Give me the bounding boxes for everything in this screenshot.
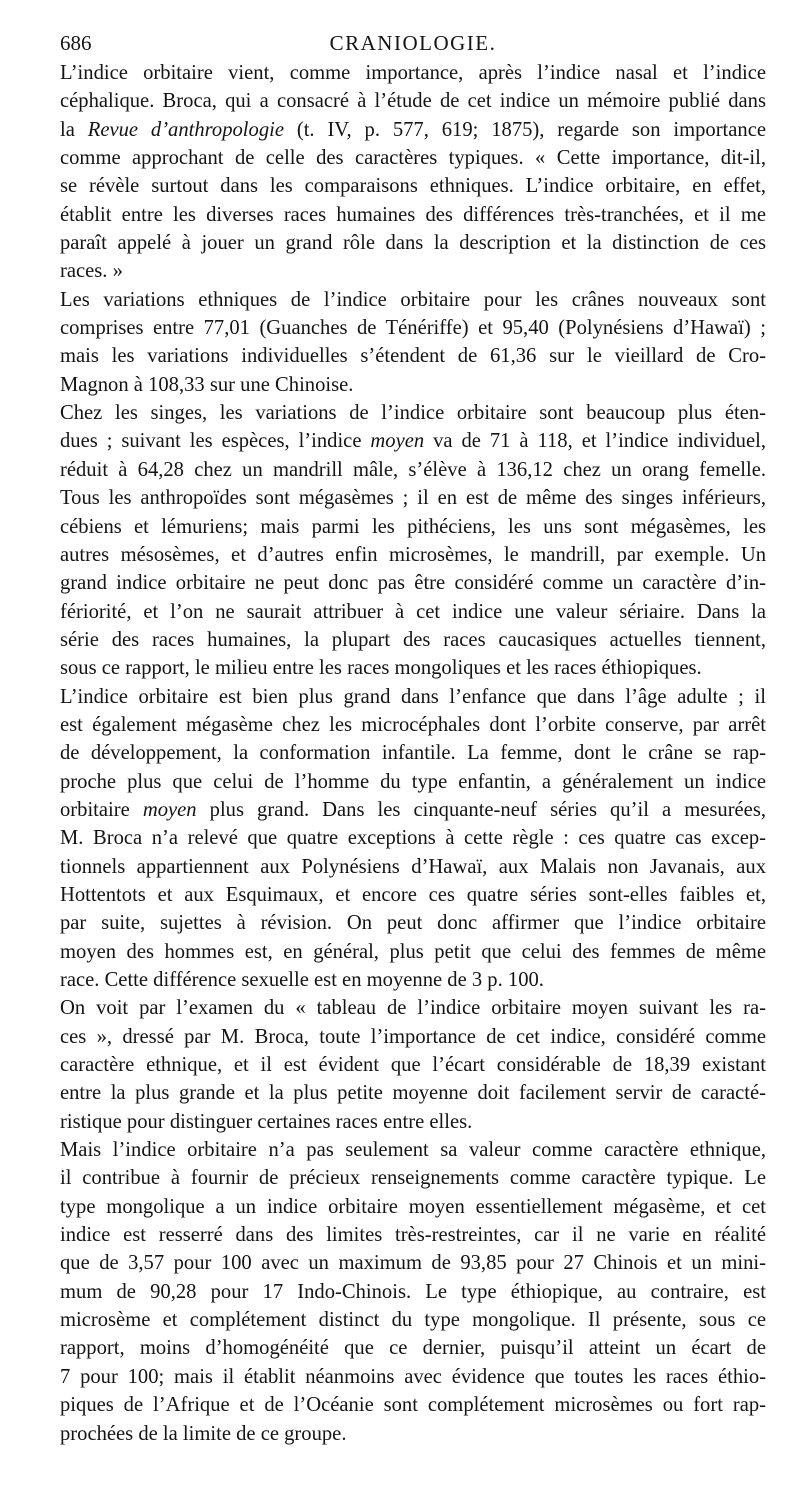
text-line: Mais l’indice orbitaire n’a pas seulement sa valeur comme caractère ethnique, <box>60 1139 766 1162</box>
text-line: Hottentots et aux Esquimaux, et encore ces quatre séries sont-elles faibles et, <box>60 883 766 906</box>
text-line: de développement, la conformation infantile. La femme, dont le crâne se rap- <box>60 742 766 765</box>
text-line: céphalique. Broca, qui a consacré à l’étude de cet indice un mémoire publié dans <box>60 90 766 113</box>
text-line: race. Cette différence sexuelle est en moyenne de 3 p. 100. <box>60 969 544 991</box>
text-line: Chez les singes, les variations de l’indice orbitaire sont beaucoup plus éten- <box>60 402 766 425</box>
paragraph <box>60 683 766 995</box>
text-line: type mongolique a un indice orbitaire moyen essentiellement mégasème, et cet <box>60 1195 766 1218</box>
paragraph <box>60 286 766 399</box>
text-line: M. Broca n’a relevé que quatre exceptions à cette règle : ces quatre cas excep- <box>60 827 766 850</box>
text-line: Magnon à 108,33 sur une Chinoise. <box>60 373 354 396</box>
running-head <box>60 28 766 58</box>
text-line: sous ce rapport, le milieu entre les races mongoliques et les races éthiopiques. <box>60 657 702 680</box>
text-line: rapport, moins d’homogénéité que ce dernier, puisqu’il atteint un écart de <box>60 1337 766 1360</box>
book-page <box>60 28 766 1448</box>
text-line: Tous les anthropoïdes sont mégasèmes ; il en est de même des singes inférieurs, <box>60 487 766 510</box>
text-line: dues ; suivant les espèces, l’indice moyen va de 71 à 118, et l’indice individuel, <box>60 430 766 453</box>
text-line: moyen des hommes est, en général, plus petit que celui des femmes de même <box>60 940 766 963</box>
text-line: cébiens et lémuriens; mais parmi les pithéciens, les uns sont mégasèmes, les <box>60 515 766 538</box>
paragraph <box>60 1136 766 1448</box>
text-line: établit entre les diverses races humaines des différences très-tranchées, et il me <box>60 203 766 226</box>
text-line: il contribue à fournir de précieux renseignements comme caractère typique. Le <box>60 1167 766 1190</box>
paragraph <box>60 994 766 1136</box>
text-line: fériorité, et l’on ne saurait attribuer à cet indice une valeur sériaire. Dans la <box>60 600 766 623</box>
text-line: mais les variations individuelles s’étendent de 61,36 sur le vieillard de Cro- <box>60 345 766 368</box>
page-number: 686 <box>60 31 92 55</box>
text-line: piques de l’Afrique et de l’Océanie sont complétement microsèmes ou fort rap- <box>60 1394 766 1417</box>
body-text <box>60 59 766 1448</box>
text-line: races. » <box>60 260 123 283</box>
text-line: entre la plus grande et la plus petite moyenne doit facilement servir de caracté- <box>60 1082 766 1105</box>
text-line: est également mégasème chez les microcéphales dont l’orbite conserve, par arrêt <box>60 713 766 736</box>
text-line: comme approchant de celle des caractères typiques. « Cette importance, dit-il, <box>60 147 766 170</box>
text-line: comprises entre 77,01 (Guanches de Ténériffe) et 95,40 (Polynésiens d’Hawaï) ; <box>60 317 766 340</box>
text-line: L’indice orbitaire est bien plus grand dans l’enfance que dans l’âge adulte ; il <box>60 685 766 708</box>
paragraph <box>60 399 766 682</box>
text-line: ces », dressé par M. Broca, toute l’importance de cet indice, considéré comme <box>60 1025 766 1048</box>
text-line: proche plus que celui de l’homme du type enfantin, a généralement un indice <box>60 770 766 793</box>
text-line: autres mésosèmes, et d’autres enfin microsèmes, le mandrill, par exemple. Un <box>60 543 766 566</box>
text-line: orbitaire moyen plus grand. Dans les cinquante-neuf séries qu’il a mesurées, <box>60 798 766 821</box>
text-line: microsème et complétement distinct du type mongolique. Il présente, sous ce <box>60 1309 766 1332</box>
text-line: L’indice orbitaire vient, comme importance, après l’indice nasal et l’indice <box>60 62 766 84</box>
text-line: prochées de la limite de ce groupe. <box>60 1422 347 1445</box>
text-line: que de 3,57 pour 100 avec un maximum de 93,85 pour 27 Chinois et un mini- <box>60 1252 766 1275</box>
running-title: CRANIOLOGIE. <box>329 31 497 55</box>
text-line: mum de 90,28 pour 17 Indo-Chinois. Le type éthiopique, au contraire, est <box>60 1280 766 1303</box>
text-line: ristique pour distinguer certaines races entre elles. <box>60 1110 473 1133</box>
text-line: réduit à 64,28 chez un mandrill mâle, s’élève à 136,12 chez un orang femelle. <box>60 458 766 481</box>
text-line: par suite, sujettes à révision. On peut donc affirmer que l’indice orbitaire <box>60 912 766 935</box>
paragraph <box>60 59 766 286</box>
text-line: paraît appelé à jouer un grand rôle dans la description et la distinction de ces <box>60 232 766 255</box>
text-line: série des races humaines, la plupart des races caucasiques actuelles tiennent, <box>60 628 766 651</box>
text-line: se révèle surtout dans les comparaisons ethniques. L’indice orbitaire, en effet, <box>60 175 766 198</box>
text-line: indice est resserré dans des limites très-restreintes, car il ne varie en réalité <box>60 1224 766 1247</box>
text-line: tionnels appartiennent aux Polynésiens d’Hawaï, aux Malais non Javanais, aux <box>60 855 766 878</box>
text-line: la Revue d’anthropologie (t. IV, p. 577, 619; 1875), regarde son importance <box>60 118 766 141</box>
text-line: On voit par l’examen du « tableau de l’indice orbitaire moyen suivant les ra- <box>60 997 766 1020</box>
text-line: caractère ethnique, et il est évident que l’écart considérable de 18,39 existant <box>60 1054 766 1077</box>
text-line: grand indice orbitaire ne peut donc pas être considéré comme un caractère d’in- <box>60 572 766 595</box>
text-line: Les variations ethniques de l’indice orbitaire pour les crânes nouveaux sont <box>60 288 766 311</box>
text-line: 7 pour 100; mais il établit néanmoins avec évidence que toutes les races éthio- <box>60 1365 766 1388</box>
